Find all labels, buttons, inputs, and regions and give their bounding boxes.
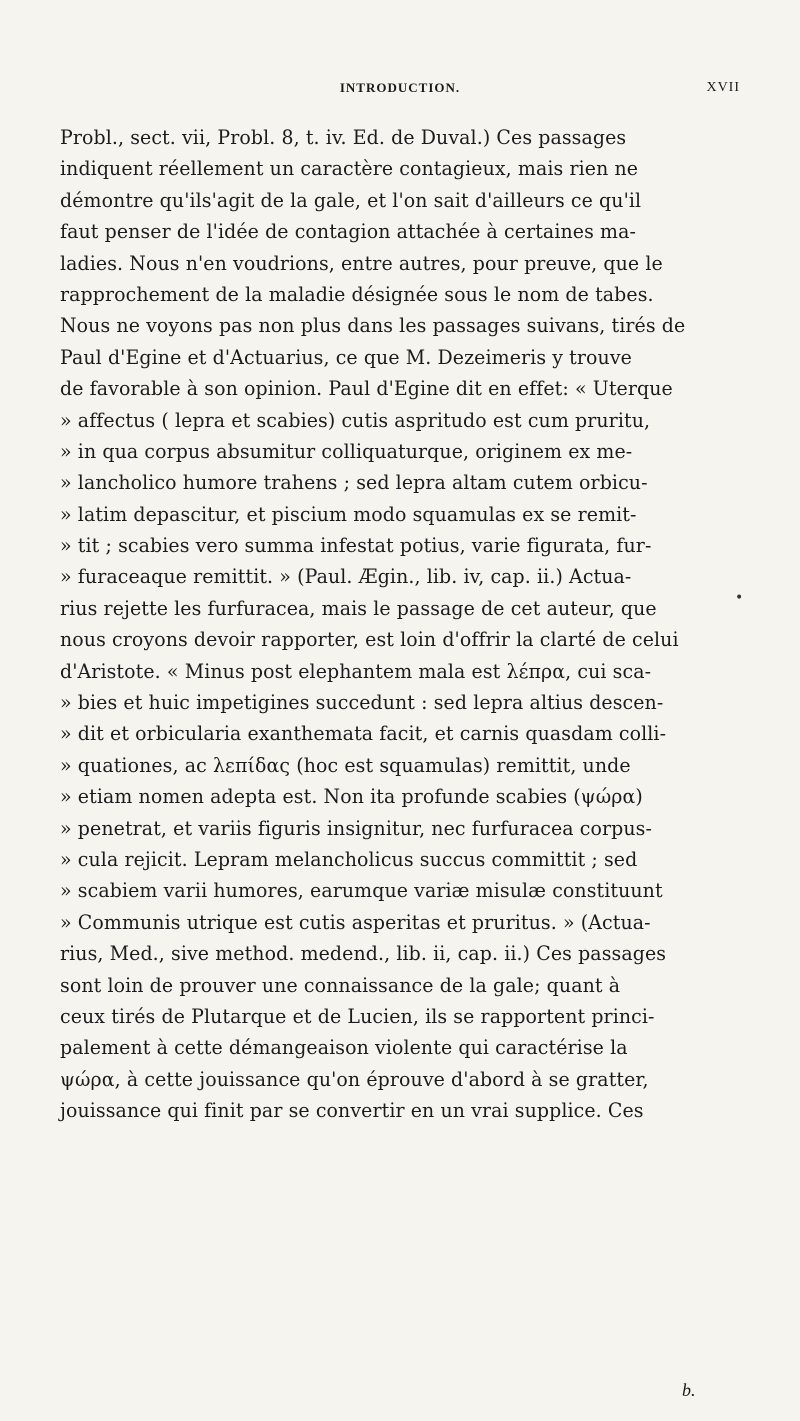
running-title: INTRODUCTION.: [339, 80, 461, 95]
text-line: démontre qu'ils'agit de la gale, et l'on sait d'ailleurs ce qu'il: [60, 188, 642, 212]
margin-mark: •: [735, 590, 744, 606]
text-line: » bies et huic impetigines succedunt : sed lepra altius descen-: [60, 691, 664, 715]
signature-mark: b.: [682, 1380, 696, 1400]
running-header: [60, 80, 740, 108]
text-line: Nous ne voyons pas non plus dans les passages suivans, tirés de: [60, 314, 686, 338]
text-line: » tit ; scabies vero summa infestat potius, varie figurata, fur-: [60, 534, 652, 558]
text-line: » dit et orbicularia exanthemata facit, et carnis quasdam colli-: [60, 722, 667, 746]
text-line: » Communis utrique est cutis asperitas et pruritus. » (Actua-: [60, 910, 651, 934]
text-line: jouissance qui finit par se convertir en un vrai supplice. Ces: [60, 1099, 644, 1123]
text-line: » cula rejicit. Lepram melancholicus succus committit ; sed: [60, 847, 638, 871]
text-line: indiquent réellement un caractère contagieux, mais rien ne: [60, 157, 639, 181]
text-line: nous croyons devoir rapporter, est loin d'offrir la clarté de celui: [60, 628, 679, 652]
text-line: » furaceaque remittit. » (Paul. Ægin., lib. iv, cap. ii.) Actua-: [60, 565, 632, 589]
text-line: » etiam nomen adepta est. Non ita profunde scabies (ψώρα): [60, 785, 643, 809]
text-line: rapprochement de la maladie désignée sous le nom de tabes.: [60, 282, 654, 306]
text-line: ψώρα, à cette jouissance qu'on éprouve d'abord à se gratter,: [60, 1067, 649, 1091]
body-text: [60, 122, 760, 1127]
text-line: » latim depascitur, et piscium modo squamulas ex se remit-: [60, 502, 637, 526]
text-line: rius rejette les furfuracea, mais le passage de cet auteur, que: [60, 596, 657, 620]
text-line: faut penser de l'idée de contagion attachée à certaines ma-: [60, 220, 636, 244]
text-line: Paul d'Egine et d'Actuarius, ce que M. Dezeimeris y trouve: [60, 345, 632, 369]
text-line: ladies. Nous n'en voudrions, entre autres, pour preuve, que le: [60, 251, 663, 275]
text-line: rius, Med., sive method. medend., lib. ii, cap. ii.) Ces passages: [60, 942, 667, 966]
text-line: ceux tirés de Plutarque et de Lucien, ils se rapportent princi-: [60, 1004, 655, 1028]
text-line: d'Aristote. « Minus post elephantem mala est λέπρα, cui sca-: [60, 659, 652, 683]
text-line: » scabiem varii humores, earumque variæ misulæ constituunt: [60, 879, 663, 903]
text-line: » quationes, ac λεπίδας (hoc est squamulas) remittit, unde: [60, 753, 631, 777]
text-line: sont loin de prouver une connaissance de la gale; quant à: [60, 973, 621, 997]
text-line: » affectus ( lepra et scabies) cutis aspritudo est cum pruritu,: [60, 408, 651, 432]
text-line: Probl., sect. vii, Probl. 8, t. iv. Ed. de Duval.) Ces passages: [60, 126, 627, 149]
page-number: XVII: [706, 80, 740, 95]
text-line: » penetrat, et variis figuris insignitur, nec furfuracea corpus-: [60, 816, 652, 840]
text-line: » in qua corpus absumitur colliquaturque, originem ex me-: [60, 439, 633, 463]
text-line: palement à cette démangeaison violente qui caractérise la: [60, 1036, 628, 1060]
text-line: de favorable à son opinion. Paul d'Egine dit en effet: « Uterque: [60, 377, 673, 401]
text-line: » lancholico humore trahens ; sed lepra altam cutem orbicu-: [60, 471, 648, 495]
